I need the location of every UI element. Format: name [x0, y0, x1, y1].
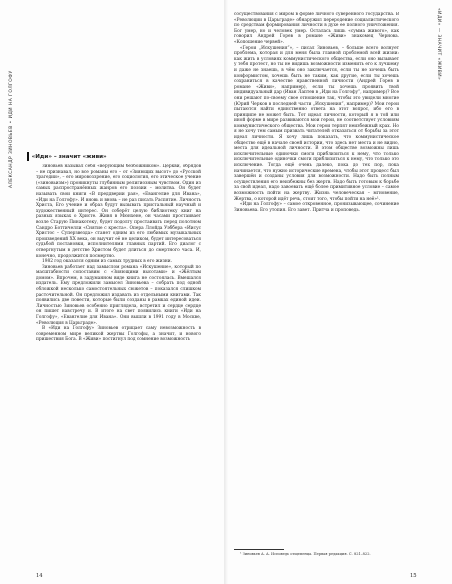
- page-number-right: 15: [410, 573, 417, 579]
- section-heading: [27, 152, 107, 161]
- footnote-rule: [234, 549, 284, 550]
- heading-bar-icon: [27, 152, 29, 161]
- book-gutter: [224, 0, 228, 584]
- page-number-left: 14: [36, 573, 43, 579]
- left-paragraph-4: В «Иди на Голгофу» Зиновьев отрицает саму невозможность в современном мире великой жертвы Голгофы, а значит, и нового пришествия Бога. В «Живи» постигнул под сомнение возможность: [36, 326, 201, 343]
- right-paragraph-3: «Иди на Голгофу» – самое откровенное, пронизывающее, сочинение Зиновьева. Его утопия. Его завет. Притча и проповедь.: [234, 202, 399, 213]
- footnote: ¹ Зиновьев А. А. Исповедь отщепенца. Первая редакция. С. 821–822.: [240, 552, 371, 556]
- left-paragraph-1: Зиновьев называл себя «верующим безбожником». Церкви, обрядов – не признавал, но все романы его – от «Зияющих высот» до «Русской трагедии», – его мировоззрение, его социология, его этическое учение («зиновьизм») проникнуты глубинным религиозным чувством. Один из самых распространённых жанров его поэзии – молитва. Он будет называть свои книги «В преддверии рая», «Евангелие для Ивана», «Иди на Голгофу». И вновь и вновь – не раз писать Распятие. Личность Христа, Его учение и образ будут вызывать пристальный научный и художественный интерес. Он соберёт целую библиотеку книг на разных языках о Христе. Живя в Мюнхене, он часами простаивает возле Старую Пинакотеку, будет подолгу простаивать перед полотном Сандро Боттичелли «Снятие с креста». Опера Ллойда Уэббера «Иисус Христос – Суперзвезда» станет одним из его любимых музыкальных произведений XX века, он выучит её не целиком, будет интересоваться судьбой постановки, исполнителями главных партий. Его диалог с отвергнутым в детстве Христом будет длиться до смертного часа. И, конечно, продолжится посмертно.: [36, 164, 201, 259]
- right-page-text: [234, 12, 399, 547]
- right-paragraph-2: «Герои „Искушения“», – писал Зиновьев, – больше всего волнует проблема, которая и для меня была главной проблемой всей жизни: как жить в условиях коммунистического общества, если оно вызывает у тебя протест, но ты не видишь возможности изменить его к лучшему и даже не знаешь, в чём оно заключается, если ты не хочешь быть конформистом, хочешь быть не таким, как другие, если ты хочешь сохраниться в качестве нравственной личности (Андрей Горев в романе «Живи», например), если ты хочешь проявить твой индивидуальный дар (Иван Лаптев в „Иди на Голгофу“, например)? Все они решают по-своему свое отношение так, чтобы это увидели многие (Юрий Черков в последней части „Искушения“, например)? Мои герои пытаются найти единственно ответа на этот вопрос, ибо его в принципе не может быть. Тот идеал личности, который я в той или иной форме в мире развиваются мои герои, не соответствует условиям коммунистического общества. Мои герои терпят неизбежный крах. Но я не хочу тем самым призвать читателей отказаться от борьбы за этот идеал личности. Я хочу лишь показать, что коммунистическое общество ещё в начале своей истории, что здесь нет места и не видно, места для идеальной личности. В этом обществе возможны лишь исключительные одиночки смоги приблизиться к нему, что только исключительные одиночки смоги приблизиться к нему, что только это исключение. Тогда ещё очень далеко, пока до тех пор, пока начинается, что нужно исторические времена, чтобы этот процесс был завершён и созданы условия для возможности. Надо быть полным осуществления его неизбежны без жертв. Надо быть готовым к борьбе за свой идеал, надо завоевать ещё более примитивное условие – самое возможность пойти на жертву. Жизнь человеческая – мгновение, Жертва, о которой идёт речь, стоит того, чтобы пойти на неё»¹.: [234, 45, 399, 202]
- left-paragraph-2: 1982 год оказался одним из самых трудных в его жизни.: [42, 259, 173, 265]
- running-head-left: АЛЕКСАНДР ЗИНОВЬЕВ • ИДИ НА ГОЛГОФУ: [9, 70, 14, 188]
- left-paragraph-3: Зиновьев работает над замыслом романа «Искушение», который по масштабности сопоставим с «Зияющими высотами» и «Жёлтым домом». Впрочем, в задуманном виде книга не состоялась. Вмешался издатель. Ему предложили замысел Зиновьева – собрать под одной обложкой несколько самостоятельных сюжетов – показался слишком расточительной. Он предложил издавать из отдельными книгами. Так появились две повести, которые были созданы в рамках единой идеи. Личностью Зиновьев особенно приглядела, встретил и сердце сердце он пишет навстречу и. В итоге на свет появились книги «Иди на Голгофу», «Евангелие для Ивана». Они вышли в 1991 году в Москве, «Революция в Царьграде».: [36, 264, 201, 326]
- running-head-right: «ИДИ» — ЗНАЧИТ «ЖИВИ»: [436, 8, 441, 81]
- right-paragraph-1: сосуществования с миром в форме личного суверенного государства. В «Революции в Царьграде» обнаружил переродение социалистического по средствам формирования личности в духе ее полного уничтожения. Бог умер, но и человек умер. Осталась лишь «сумма живого», как говорил Андрей Горев в романе «Живи» знакомец Чернова. «Копошение червей».: [234, 12, 399, 45]
- section-heading-text: «Иди» – значит «живи»: [31, 154, 107, 160]
- left-page-text: [36, 164, 201, 544]
